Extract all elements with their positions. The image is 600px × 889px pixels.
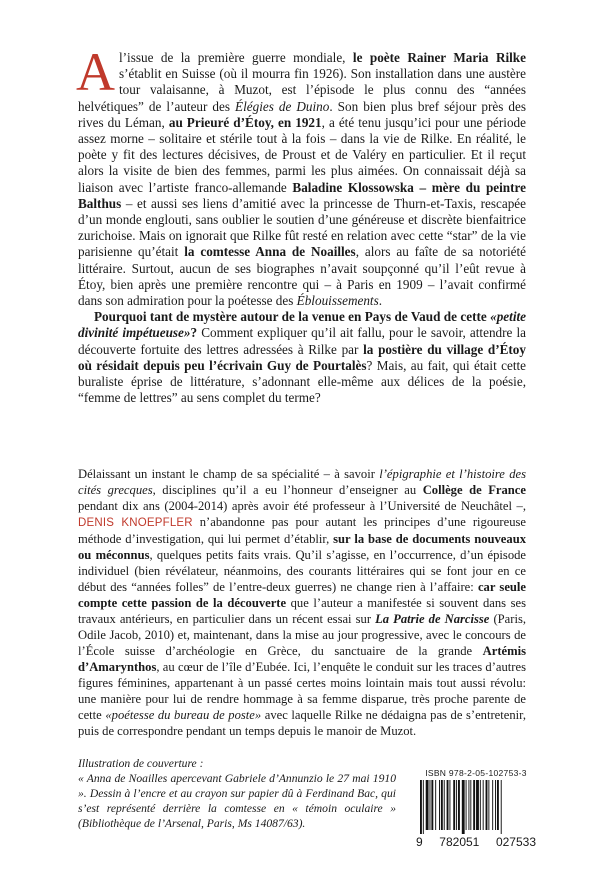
cover-illustration-caption <box>78 756 396 831</box>
text-run: le poète Rainer Maria Rilke <box>352 50 526 65</box>
text-run: Délaissant un instant le champ de sa spécialité – à savoir <box>78 467 380 481</box>
text-run: , alors au faîte de sa notoriété littéraire. Surtout, aucun de ses biographes n’avait soupçonné qu’il l’eût revue à Étoy, bien après une première rencontre qui – à Paris en 1909 – l’avait confirmé dans son admiration pour la poétesse des <box>78 244 526 309</box>
text-run: avec laquelle Rilke ne dédaigna pas de s’entretenir, puis de correspondre pendant un temps depuis le manoir de Muzot. <box>78 708 526 738</box>
barcode-bar <box>492 780 493 830</box>
barcode-bar <box>466 780 467 830</box>
text-run: La Patrie de Narcisse <box>375 612 490 626</box>
text-run: l’issue de la première guerre mondiale, <box>119 50 353 65</box>
barcode-bar <box>430 780 431 830</box>
barcode-bar <box>447 780 449 830</box>
text-run: , au cœur de l’île d’Eubée. Ici, l’enquête le conduit sur les traces d’autres figures féminines, appartenant à un passé certes moins lointain mais tout aussi révolu: une manière pour lui de rendre hommage à sa femme disparue, très proche parente de cette <box>78 660 526 722</box>
text-run: «petite divinité impétueuse» <box>78 309 526 341</box>
barcode-bar <box>458 780 460 830</box>
barcode-bar <box>453 780 455 830</box>
text-run: Éblouissements <box>296 293 379 309</box>
text-run: Comment expliquer qu’il ait fallu, pour le savoir, attendre la découverte fortuite des lettres adressées à Rilke par <box>78 325 526 357</box>
barcode-bar <box>495 780 496 830</box>
barcode-bar <box>480 780 481 830</box>
barcode-bar <box>483 780 484 830</box>
barcode-bar <box>449 780 450 830</box>
barcode-bar <box>444 780 445 830</box>
text-run: «poétesse du bureau de poste» <box>105 708 262 722</box>
barcode-bar <box>497 780 499 830</box>
barcode-bar <box>423 780 424 834</box>
text-run: Pourquoi tant de mystère autour de la venue en Pays de Vaud de cette <box>94 309 491 325</box>
summary-text-2 <box>78 309 526 405</box>
barcode-bar <box>426 780 429 830</box>
text-run: ? <box>190 325 198 341</box>
barcode-bar <box>486 780 488 830</box>
barcode-digits-right: 027533 <box>495 835 536 849</box>
text-run: car seule compte cette passion de la découverte <box>78 580 526 610</box>
text-run: , disciplines qu’il a eu l’honneur d’enseigner au <box>152 483 423 497</box>
author-section <box>78 466 526 739</box>
barcode-bar <box>462 780 465 834</box>
text-run: Artémis d’Amarynthos <box>78 644 526 674</box>
text-run: la postière du village d’Étoy où résidait depuis peu l’écrivain Guy de Pourtalès <box>78 341 526 373</box>
summary-section <box>76 42 527 406</box>
text-run: . Son bien plus bref séjour près des rives du Léman, <box>78 98 527 130</box>
caption-title: Illustration de couverture : <box>78 757 204 770</box>
isbn-barcode-block <box>416 768 536 849</box>
text-run: – et aussi ses liens d’amitié avec la princesse de Thurn-et-Taxis, rescapée d’un monde englouti, sans oublier le soutien d’une généreuse et discrète bienfaitrice zurichoise. Mais on ignorait que Rilke fût resté en relation avec cette “star” de la vie parisienne qu’était <box>78 195 526 260</box>
summary-text-1 <box>76 42 527 309</box>
barcode-bar <box>441 780 443 830</box>
text-run: sur la base de documents nouveaux ou méconnus <box>78 532 526 562</box>
text-run: . <box>378 293 383 309</box>
summary-paragraph-2 <box>78 309 526 406</box>
barcode-bar <box>476 780 479 830</box>
text-run: , quelques petits faits vrais. Qu’il s’agisse, en l’occurrence, d’un épisode individuel (bien révélateur, néanmoins, des courants littéraires qui se font jour en ce début des “années folles” de l’entre-deux guerres) ne change rien à l’affaire: <box>78 548 526 594</box>
text-run: ? Mais, au fait, qui était cette buraliste éprise de littérature, s’adonnant elle-même aux délices de la poésie, “femme de lettres” au sens complet du terme? <box>78 357 526 406</box>
text-run: , a été tenu jusqu’ici pour une période assez morne – solitaire et stérile tout à la fois – dans la vie de Rilke. En réalité, le poète y fit des lectures décisives, de Proust et de Valéry en particulier. Et il reçut alors la visite de bien des femmes, parmi les plus aimées. On connaissait déjà sa liaison avec l’artiste franco-allemande <box>78 114 526 195</box>
text-run: Élégies de Duino <box>235 98 330 114</box>
barcode-digits <box>416 835 536 849</box>
author-text <box>78 467 526 738</box>
text-run: Collège de France <box>422 483 526 497</box>
barcode-bar <box>435 780 436 830</box>
barcode-bar <box>431 780 433 830</box>
text-run: que l’auteur a manifestée si souvent dans ses travaux antérieurs, en particulier dans un récent essai sur <box>78 596 526 626</box>
barcode-bar <box>468 780 469 830</box>
isbn-label: ISBN 978-2-05-102753-3 <box>425 768 527 778</box>
barcode-bar <box>439 780 440 830</box>
text-run: s’établit en Suisse (où il mourra fin 1926). Son installation dans une austère tour valaisanne, à Muzot, est l’épisode le plus connu des “années helvétiques” de l’auteur des <box>78 66 526 114</box>
text-run: l’épigraphie et l’histoire des cités grecques <box>78 467 526 497</box>
author-paragraph <box>78 466 526 739</box>
text-run: pendant dix ans (2004-2014) après avoir été professeur à l’Université de Neuchâtel –, <box>78 499 526 513</box>
barcode-bar <box>473 780 475 830</box>
barcode-digit-first: 9 <box>416 835 423 849</box>
barcode-bar <box>456 780 457 830</box>
barcode-digits-left: 782051 <box>439 835 480 849</box>
text-run: n’abandonne pas pour autant les principes d’une rigoureuse méthode d’investigation, qui lui permet d’établir, <box>78 515 526 546</box>
caption-text: « Anna de Noailles apercevant Gabriele d’Annunzio le 27 mai 1910 ». Dessin à l’encre et au crayon sur papier dû à Ferdinand Bac, qui s’est représenté derrière la comtesse en « témoin oculaire » (Bibliothèque de l’Arsenal, Paris, Ms 14087/63). <box>78 772 396 830</box>
barcode-icon <box>416 780 536 834</box>
barcode-bar <box>501 780 502 834</box>
text-run: Baladine Klossowska – mère du peintre Balthus <box>78 179 526 211</box>
drop-cap: A <box>76 42 115 102</box>
barcode-bar <box>470 780 471 830</box>
barcode-bar <box>488 780 489 830</box>
barcode-bar <box>420 780 422 834</box>
text-run: (Paris, Odile Jacob, 2010) et, maintenant, dans la mise au jour progressive, avec le concours de l’École suisse d’archéologie en Grèce, du sanctuaire de la grande <box>78 612 526 658</box>
summary-paragraph-1 <box>76 42 527 309</box>
text-run: la comtesse Anna de Noailles <box>184 244 356 260</box>
text-run: au Prieuré d’Étoy, en 1921 <box>168 114 322 130</box>
text-run: DENIS KNOEPFLER <box>78 517 193 529</box>
